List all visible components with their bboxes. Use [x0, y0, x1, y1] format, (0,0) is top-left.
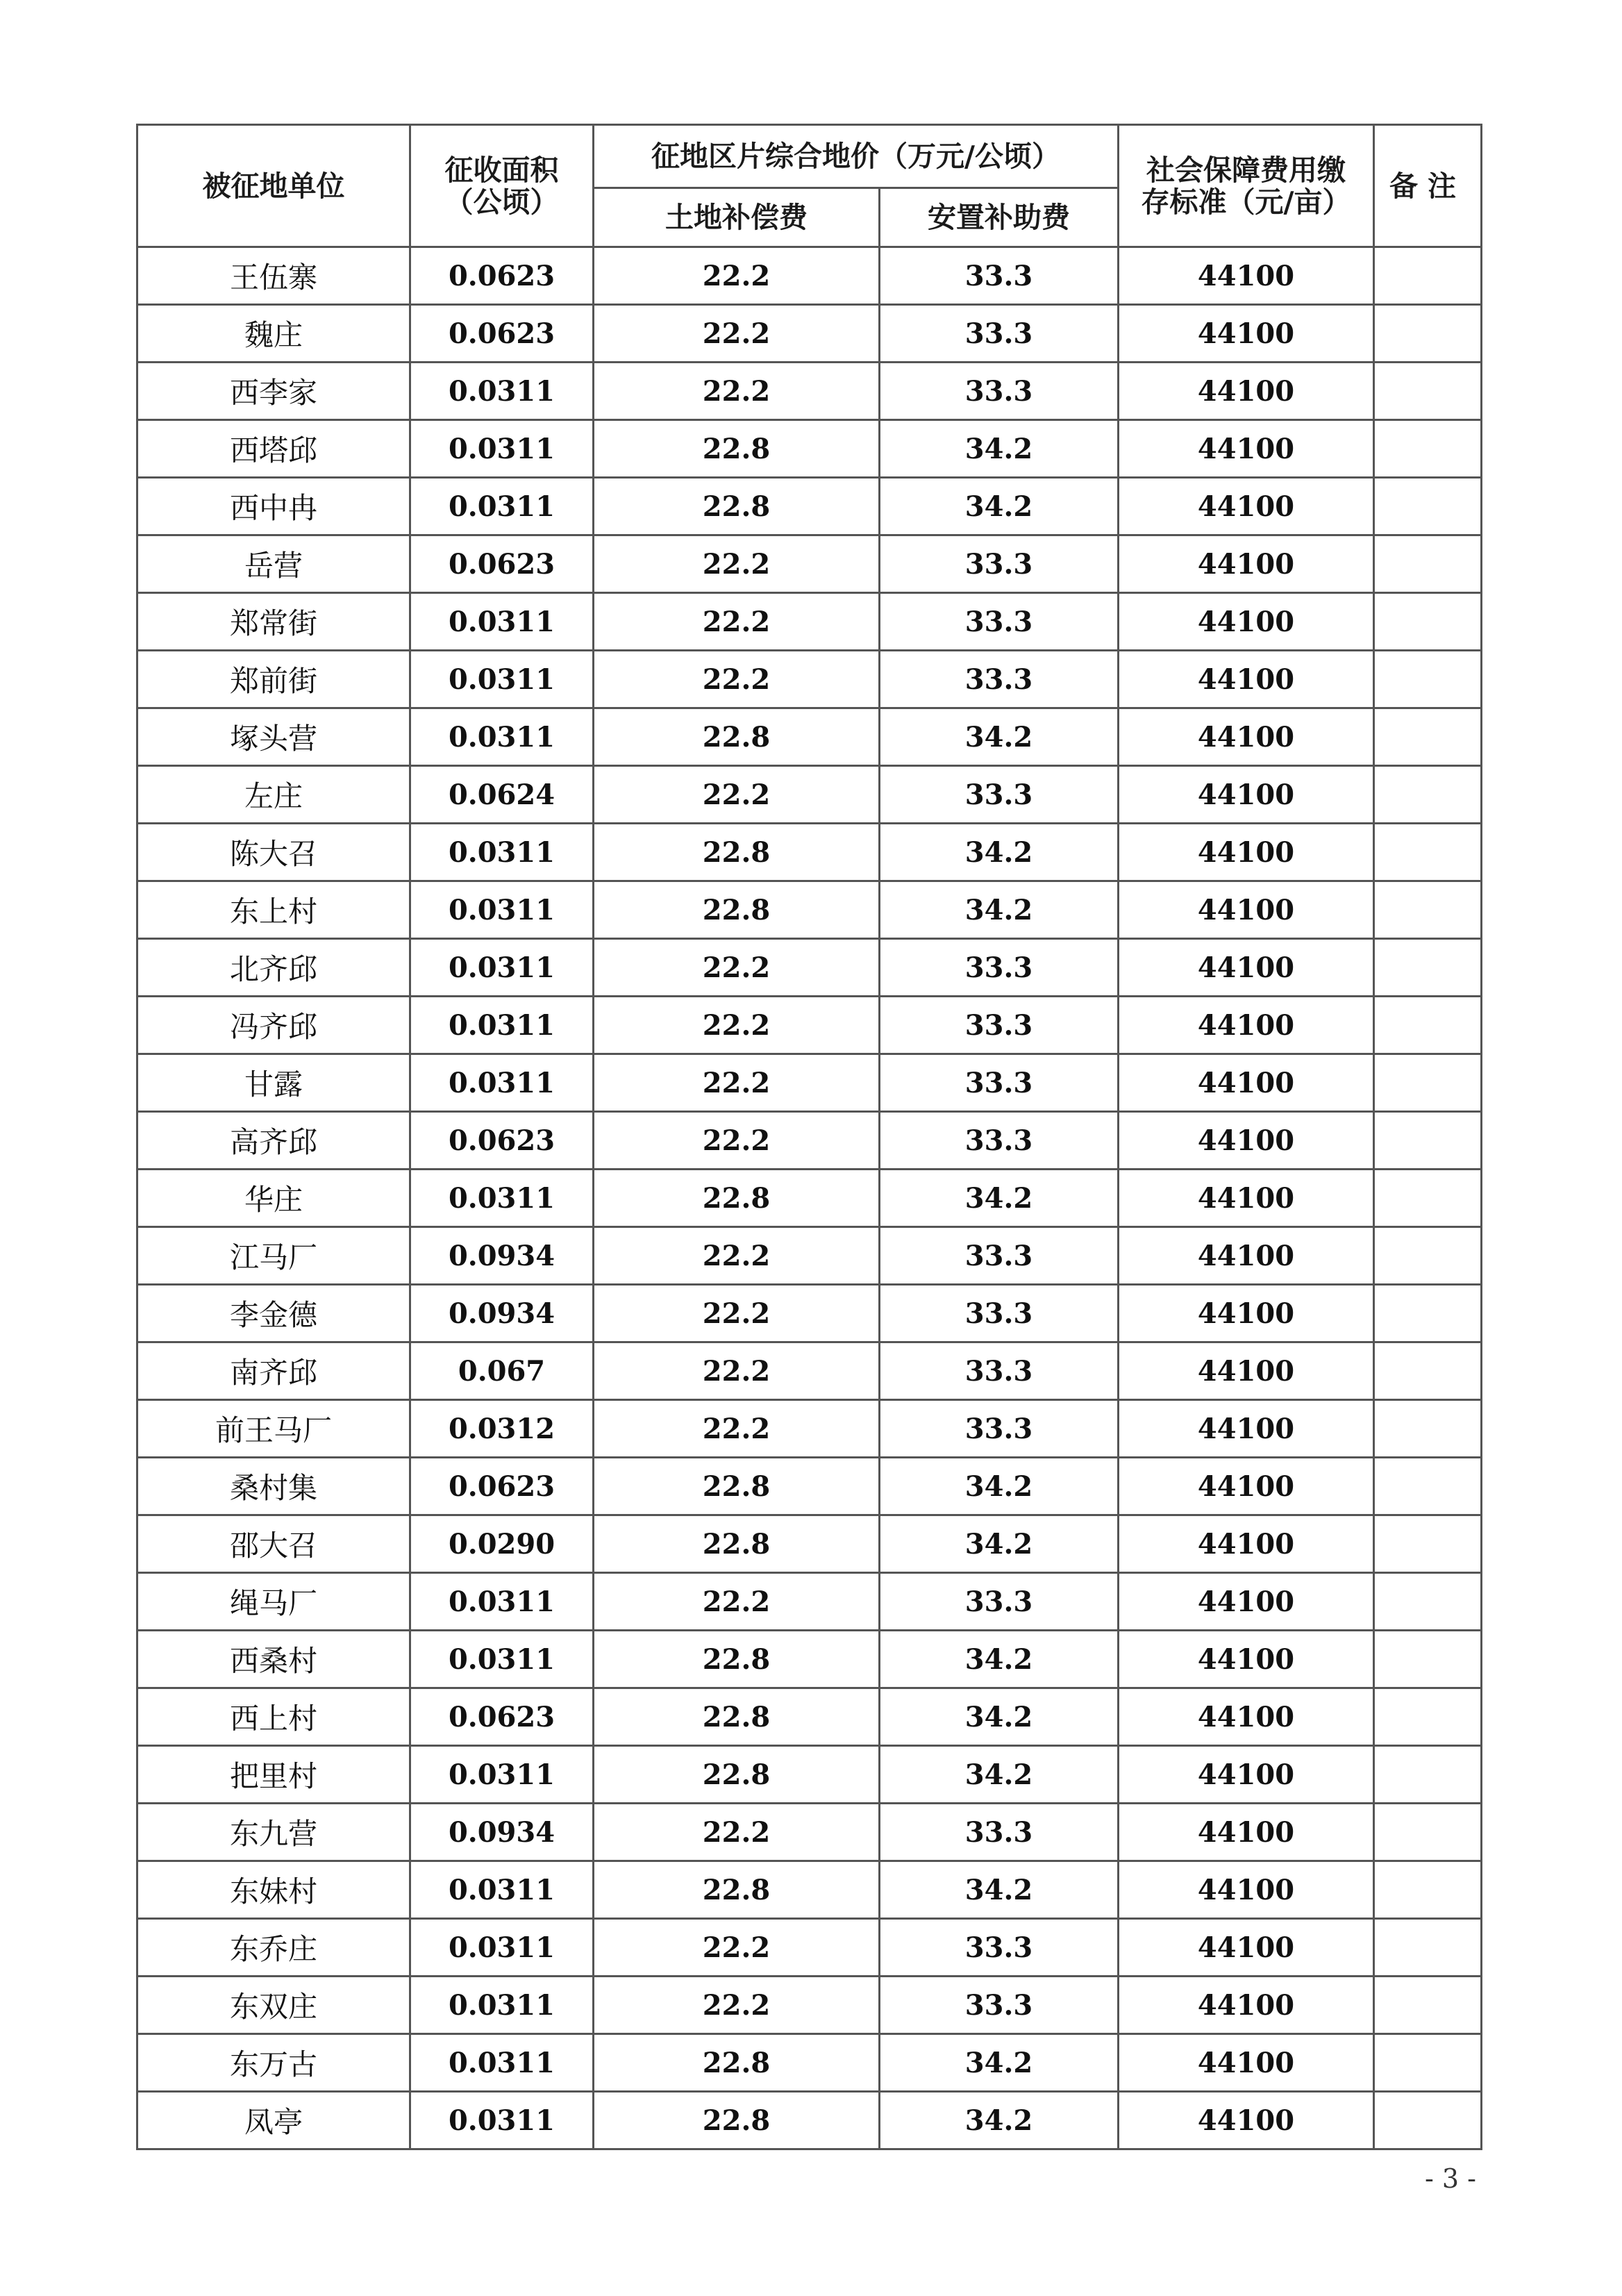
cell-social-security: 44100	[1119, 478, 1374, 535]
land-acquisition-table	[136, 124, 1482, 2150]
cell-unit: 江马厂	[137, 1227, 410, 1285]
cell-note	[1374, 535, 1482, 593]
cell-land-compensation: 22.8	[594, 1458, 880, 1515]
cell-resettlement-subsidy: 33.3	[880, 1285, 1119, 1342]
cell-unit: 郑前街	[137, 651, 410, 708]
cell-resettlement-subsidy: 33.3	[880, 1573, 1119, 1631]
cell-unit: 北齐邱	[137, 939, 410, 997]
cell-area: 0.0311	[410, 651, 594, 708]
table-row	[137, 535, 1482, 593]
cell-resettlement-subsidy: 34.2	[880, 1861, 1119, 1919]
cell-social-security: 44100	[1119, 1515, 1374, 1573]
cell-land-compensation: 22.2	[594, 1054, 880, 1112]
cell-unit: 西李家	[137, 363, 410, 420]
cell-note	[1374, 997, 1482, 1054]
cell-resettlement-subsidy: 33.3	[880, 535, 1119, 593]
cell-area: 0.0311	[410, 363, 594, 420]
cell-social-security: 44100	[1119, 1227, 1374, 1285]
cell-note	[1374, 305, 1482, 363]
table-row	[137, 1112, 1482, 1170]
cell-resettlement-subsidy: 34.2	[880, 2092, 1119, 2149]
cell-resettlement-subsidy: 33.3	[880, 1804, 1119, 1861]
cell-resettlement-subsidy: 34.2	[880, 478, 1119, 535]
cell-note	[1374, 1054, 1482, 1112]
table-row	[137, 1631, 1482, 1688]
cell-resettlement-subsidy: 34.2	[880, 1688, 1119, 1746]
header-land-compensation: 土地补偿费	[594, 188, 880, 247]
table-row	[137, 1054, 1482, 1112]
cell-resettlement-subsidy: 33.3	[880, 1112, 1119, 1170]
header-area-line2: （公顷）	[444, 185, 559, 219]
cell-resettlement-subsidy: 34.2	[880, 1458, 1119, 1515]
table-row	[137, 708, 1482, 766]
cell-social-security: 44100	[1119, 1458, 1374, 1515]
cell-note	[1374, 1746, 1482, 1804]
cell-note	[1374, 881, 1482, 939]
header-unit: 被征地单位	[137, 125, 410, 247]
cell-land-compensation: 22.8	[594, 1515, 880, 1573]
cell-note	[1374, 1631, 1482, 1688]
cell-area: 0.0623	[410, 1688, 594, 1746]
cell-social-security: 44100	[1119, 1112, 1374, 1170]
cell-land-compensation: 22.2	[594, 1112, 880, 1170]
cell-resettlement-subsidy: 33.3	[880, 1227, 1119, 1285]
cell-land-compensation: 22.8	[594, 824, 880, 881]
cell-land-compensation: 22.2	[594, 1285, 880, 1342]
cell-land-compensation: 22.2	[594, 997, 880, 1054]
cell-land-compensation: 22.8	[594, 2034, 880, 2092]
cell-land-compensation: 22.2	[594, 651, 880, 708]
header-price-group: 征地区片综合地价（万元/公顷）	[594, 125, 1119, 188]
cell-area: 0.0311	[410, 939, 594, 997]
cell-land-compensation: 22.2	[594, 305, 880, 363]
cell-note	[1374, 1400, 1482, 1458]
cell-social-security: 44100	[1119, 1861, 1374, 1919]
cell-social-security: 44100	[1119, 881, 1374, 939]
table-row	[137, 1227, 1482, 1285]
cell-area: 0.0311	[410, 1054, 594, 1112]
cell-area: 0.0311	[410, 2092, 594, 2149]
cell-land-compensation: 22.2	[594, 1977, 880, 2034]
cell-land-compensation: 22.8	[594, 2092, 880, 2149]
cell-note	[1374, 1919, 1482, 1977]
cell-area: 0.0623	[410, 247, 594, 305]
cell-area: 0.0311	[410, 881, 594, 939]
cell-social-security: 44100	[1119, 1977, 1374, 2034]
cell-note	[1374, 363, 1482, 420]
cell-note	[1374, 1515, 1482, 1573]
cell-note	[1374, 593, 1482, 651]
cell-unit: 岳营	[137, 535, 410, 593]
cell-unit: 东乔庄	[137, 1919, 410, 1977]
cell-note	[1374, 824, 1482, 881]
cell-note	[1374, 1861, 1482, 1919]
cell-land-compensation: 22.2	[594, 1342, 880, 1400]
cell-land-compensation: 22.8	[594, 1688, 880, 1746]
cell-land-compensation: 22.2	[594, 535, 880, 593]
cell-land-compensation: 22.8	[594, 1746, 880, 1804]
table-row	[137, 305, 1482, 363]
cell-social-security: 44100	[1119, 1400, 1374, 1458]
cell-unit: 西上村	[137, 1688, 410, 1746]
header-resettlement-subsidy: 安置补助费	[880, 188, 1119, 247]
cell-land-compensation: 22.2	[594, 939, 880, 997]
table-row	[137, 593, 1482, 651]
cell-note	[1374, 766, 1482, 824]
cell-note	[1374, 1977, 1482, 2034]
cell-unit: 冯齐邱	[137, 997, 410, 1054]
table-row	[137, 247, 1482, 305]
cell-area: 0.0311	[410, 824, 594, 881]
cell-resettlement-subsidy: 33.3	[880, 766, 1119, 824]
table-row	[137, 420, 1482, 478]
table-row	[137, 881, 1482, 939]
cell-note	[1374, 1285, 1482, 1342]
cell-unit: 前王马厂	[137, 1400, 410, 1458]
cell-note	[1374, 1458, 1482, 1515]
cell-unit: 李金德	[137, 1285, 410, 1342]
cell-area: 0.0623	[410, 1112, 594, 1170]
cell-area: 0.0623	[410, 1458, 594, 1515]
cell-social-security: 44100	[1119, 1573, 1374, 1631]
cell-resettlement-subsidy: 33.3	[880, 1342, 1119, 1400]
cell-note	[1374, 420, 1482, 478]
cell-resettlement-subsidy: 33.3	[880, 997, 1119, 1054]
cell-area: 0.0934	[410, 1285, 594, 1342]
table-body	[137, 247, 1482, 2149]
cell-social-security: 44100	[1119, 1746, 1374, 1804]
cell-social-security: 44100	[1119, 1688, 1374, 1746]
cell-resettlement-subsidy: 34.2	[880, 824, 1119, 881]
cell-social-security: 44100	[1119, 939, 1374, 997]
cell-unit: 东九营	[137, 1804, 410, 1861]
cell-note	[1374, 1342, 1482, 1400]
cell-resettlement-subsidy: 34.2	[880, 1746, 1119, 1804]
cell-social-security: 44100	[1119, 535, 1374, 593]
cell-note	[1374, 1573, 1482, 1631]
cell-resettlement-subsidy: 33.3	[880, 651, 1119, 708]
table-row	[137, 478, 1482, 535]
header-row-1	[137, 125, 1482, 188]
cell-land-compensation: 22.8	[594, 420, 880, 478]
cell-land-compensation: 22.8	[594, 708, 880, 766]
table-row	[137, 1804, 1482, 1861]
cell-social-security: 44100	[1119, 766, 1374, 824]
cell-resettlement-subsidy: 34.2	[880, 1515, 1119, 1573]
cell-note	[1374, 1227, 1482, 1285]
cell-unit: 东妹村	[137, 1861, 410, 1919]
cell-note	[1374, 1688, 1482, 1746]
cell-note	[1374, 1170, 1482, 1227]
cell-area: 0.0311	[410, 1919, 594, 1977]
cell-resettlement-subsidy: 33.3	[880, 593, 1119, 651]
table-row	[137, 766, 1482, 824]
table-row	[137, 1573, 1482, 1631]
cell-land-compensation: 22.2	[594, 593, 880, 651]
cell-resettlement-subsidy: 33.3	[880, 1054, 1119, 1112]
cell-land-compensation: 22.2	[594, 766, 880, 824]
table-row	[137, 363, 1482, 420]
cell-unit: 西桑村	[137, 1631, 410, 1688]
cell-area: 0.067	[410, 1342, 594, 1400]
table-row	[137, 2034, 1482, 2092]
table-row	[137, 1170, 1482, 1227]
cell-resettlement-subsidy: 34.2	[880, 708, 1119, 766]
cell-land-compensation: 22.2	[594, 1919, 880, 1977]
cell-land-compensation: 22.2	[594, 247, 880, 305]
header-social-line1: 社会保障费用缴	[1146, 153, 1346, 187]
cell-social-security: 44100	[1119, 593, 1374, 651]
cell-social-security: 44100	[1119, 1170, 1374, 1227]
table-row	[137, 1688, 1482, 1746]
cell-social-security: 44100	[1119, 1631, 1374, 1688]
cell-note	[1374, 2034, 1482, 2092]
cell-note	[1374, 2092, 1482, 2149]
cell-social-security: 44100	[1119, 708, 1374, 766]
cell-unit: 凤亭	[137, 2092, 410, 2149]
header-area-line1: 征收面积	[444, 153, 559, 187]
cell-unit: 南齐邱	[137, 1342, 410, 1400]
cell-unit: 东万古	[137, 2034, 410, 2092]
cell-area: 0.0624	[410, 766, 594, 824]
cell-unit: 陈大召	[137, 824, 410, 881]
cell-resettlement-subsidy: 34.2	[880, 1170, 1119, 1227]
cell-area: 0.0311	[410, 420, 594, 478]
cell-social-security: 44100	[1119, 363, 1374, 420]
cell-resettlement-subsidy: 33.3	[880, 939, 1119, 997]
table-row	[137, 824, 1482, 881]
cell-area: 0.0934	[410, 1227, 594, 1285]
header-social-line2: 存标准（元/亩）	[1141, 185, 1351, 219]
cell-unit: 甘露	[137, 1054, 410, 1112]
cell-unit: 桑村集	[137, 1458, 410, 1515]
cell-area: 0.0623	[410, 305, 594, 363]
cell-unit: 把里村	[137, 1746, 410, 1804]
cell-resettlement-subsidy: 34.2	[880, 881, 1119, 939]
cell-social-security: 44100	[1119, 651, 1374, 708]
header-note: 备注	[1374, 125, 1482, 247]
cell-note	[1374, 1804, 1482, 1861]
cell-social-security: 44100	[1119, 2092, 1374, 2149]
cell-unit: 华庄	[137, 1170, 410, 1227]
cell-note	[1374, 939, 1482, 997]
cell-resettlement-subsidy: 34.2	[880, 2034, 1119, 2092]
cell-area: 0.0311	[410, 1746, 594, 1804]
cell-social-security: 44100	[1119, 824, 1374, 881]
table-row	[137, 1919, 1482, 1977]
cell-note	[1374, 1112, 1482, 1170]
cell-note	[1374, 247, 1482, 305]
cell-unit: 西塔邱	[137, 420, 410, 478]
cell-area: 0.0311	[410, 1573, 594, 1631]
cell-unit: 东双庄	[137, 1977, 410, 2034]
cell-area: 0.0623	[410, 535, 594, 593]
table-row	[137, 939, 1482, 997]
cell-resettlement-subsidy: 33.3	[880, 1977, 1119, 2034]
cell-social-security: 44100	[1119, 1804, 1374, 1861]
cell-land-compensation: 22.8	[594, 1861, 880, 1919]
table-header	[137, 125, 1482, 247]
cell-social-security: 44100	[1119, 997, 1374, 1054]
cell-social-security: 44100	[1119, 305, 1374, 363]
cell-unit: 高齐邱	[137, 1112, 410, 1170]
table-row	[137, 1400, 1482, 1458]
cell-area: 0.0311	[410, 1861, 594, 1919]
table-row	[137, 2092, 1482, 2149]
cell-unit: 西中冉	[137, 478, 410, 535]
cell-area: 0.0312	[410, 1400, 594, 1458]
cell-unit: 东上村	[137, 881, 410, 939]
table-row	[137, 1746, 1482, 1804]
cell-area: 0.0311	[410, 2034, 594, 2092]
cell-land-compensation: 22.8	[594, 881, 880, 939]
cell-unit: 左庄	[137, 766, 410, 824]
table-row	[137, 1861, 1482, 1919]
cell-social-security: 44100	[1119, 1919, 1374, 1977]
cell-note	[1374, 708, 1482, 766]
table-row	[137, 1458, 1482, 1515]
cell-land-compensation: 22.2	[594, 1400, 880, 1458]
cell-unit: 魏庄	[137, 305, 410, 363]
cell-unit: 塚头营	[137, 708, 410, 766]
cell-social-security: 44100	[1119, 1342, 1374, 1400]
header-social-security	[1119, 125, 1374, 247]
cell-area: 0.0311	[410, 1631, 594, 1688]
cell-land-compensation: 22.2	[594, 1804, 880, 1861]
cell-area: 0.0311	[410, 708, 594, 766]
cell-area: 0.0311	[410, 997, 594, 1054]
cell-resettlement-subsidy: 33.3	[880, 1400, 1119, 1458]
cell-unit: 王伍寨	[137, 247, 410, 305]
cell-resettlement-subsidy: 33.3	[880, 247, 1119, 305]
cell-unit: 郑常街	[137, 593, 410, 651]
cell-unit: 邵大召	[137, 1515, 410, 1573]
table-row	[137, 1515, 1482, 1573]
table-row	[137, 997, 1482, 1054]
cell-social-security: 44100	[1119, 247, 1374, 305]
table-row	[137, 1285, 1482, 1342]
cell-land-compensation: 22.8	[594, 1631, 880, 1688]
cell-land-compensation: 22.8	[594, 1170, 880, 1227]
cell-resettlement-subsidy: 34.2	[880, 420, 1119, 478]
cell-land-compensation: 22.8	[594, 478, 880, 535]
cell-social-security: 44100	[1119, 1054, 1374, 1112]
cell-area: 0.0311	[410, 1977, 594, 2034]
table-row	[137, 1342, 1482, 1400]
cell-land-compensation: 22.2	[594, 363, 880, 420]
cell-resettlement-subsidy: 33.3	[880, 305, 1119, 363]
header-area	[410, 125, 594, 247]
cell-area: 0.0311	[410, 1170, 594, 1227]
cell-land-compensation: 22.2	[594, 1573, 880, 1631]
cell-area: 0.0311	[410, 478, 594, 535]
cell-note	[1374, 478, 1482, 535]
cell-area: 0.0311	[410, 593, 594, 651]
cell-resettlement-subsidy: 33.3	[880, 363, 1119, 420]
cell-resettlement-subsidy: 34.2	[880, 1631, 1119, 1688]
cell-social-security: 44100	[1119, 420, 1374, 478]
cell-social-security: 44100	[1119, 2034, 1374, 2092]
cell-note	[1374, 651, 1482, 708]
cell-area: 0.0290	[410, 1515, 594, 1573]
cell-social-security: 44100	[1119, 1285, 1374, 1342]
cell-area: 0.0934	[410, 1804, 594, 1861]
cell-resettlement-subsidy: 33.3	[880, 1919, 1119, 1977]
page-number: - 3 -	[1424, 2163, 1476, 2194]
table-row	[137, 651, 1482, 708]
cell-unit: 绳马厂	[137, 1573, 410, 1631]
table-row	[137, 1977, 1482, 2034]
cell-land-compensation: 22.2	[594, 1227, 880, 1285]
